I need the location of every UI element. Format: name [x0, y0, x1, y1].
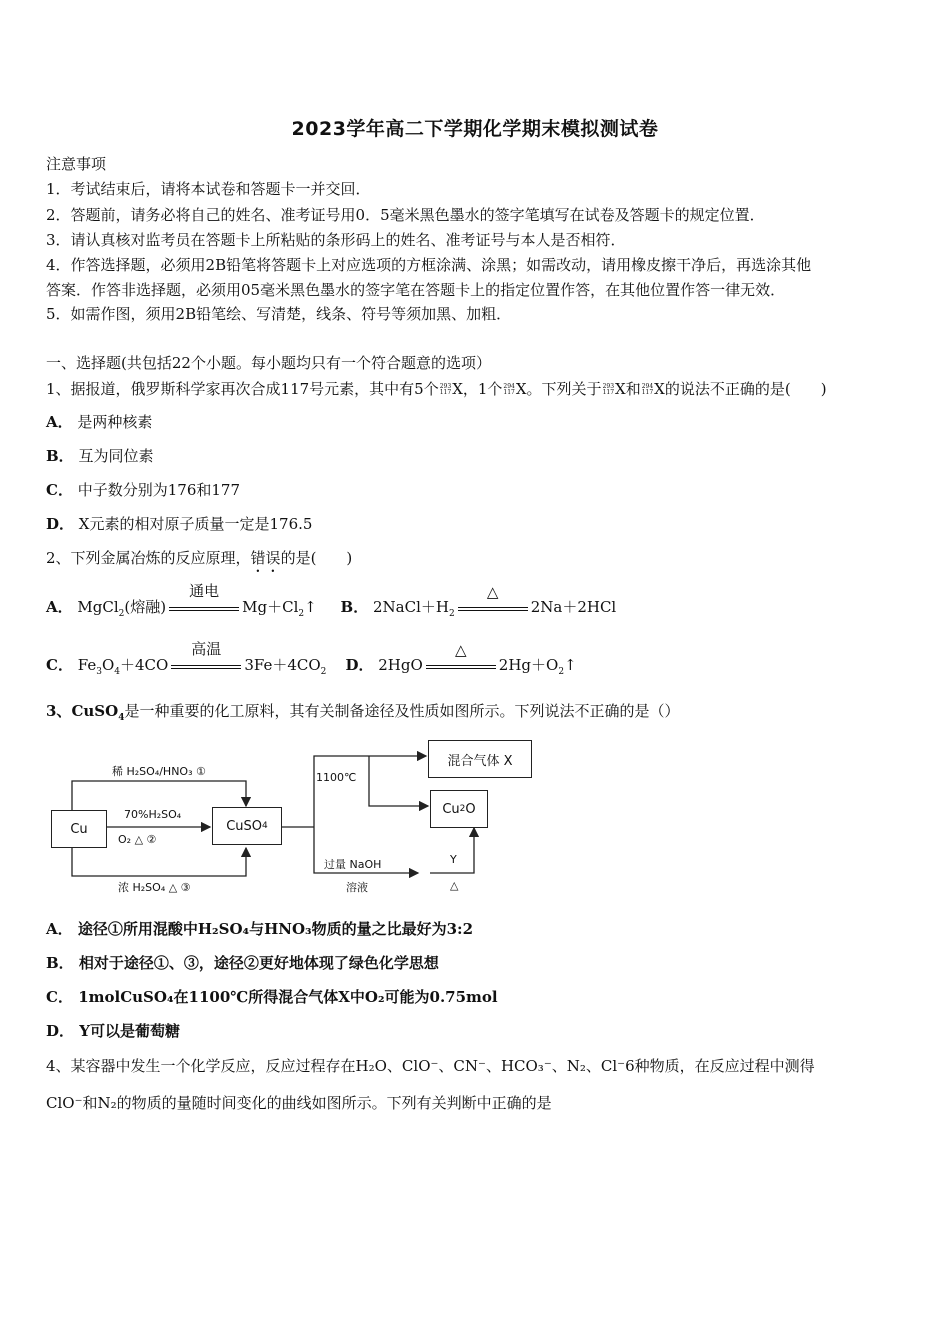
option-a: A． 途径①所用混酸中H₂SO₄与HNO₃物质的量之比最好为3:2 [46, 920, 474, 938]
option-b: B． 相对于途径①、③，途径②更好地体现了绿色化学思想 [46, 954, 439, 972]
notice-item: 3．请认真核对监考员在答题卡上所粘贴的条形码上的姓名、准考证号与本人是否相符． [46, 231, 626, 249]
nuclide-label: 293 117 [439, 383, 452, 396]
page-title: 2023学年高二下学期化学期末模拟测试卷 [291, 118, 659, 140]
section-heading: 一、选择题(共包括22个小题。每小题均只有一个符合题意的选项） [46, 354, 491, 372]
notice-heading: 注意事项 [46, 155, 107, 173]
question-2-stem: 2、下列金属冶炼的反应原理，错误的是( ) [46, 549, 353, 567]
question-3-stem: 3、CuSO$_4$是一种重要的化工原料，其有关制备途径及性质如图所示。下列说法不正确的是（） [46, 702, 680, 723]
option-d: D． X元素的相对原子质量一定是176.5 [46, 515, 313, 533]
route-3-label: 浓 H₂SO₄ △ ③ [118, 881, 191, 894]
reaction-arrow: 通电 [169, 602, 239, 614]
cuso4-box: CuSO 4 [212, 807, 282, 845]
notice-item: 5．如需作图，须用2B铅笔绘、写清楚，线条、符号等须加黑、加粗． [46, 305, 512, 323]
notice-item: 2．答题前，请务必将自己的姓名、准考证号用0．5毫米黑色墨水的签字笔填写在试卷及答题卡的规定位置． [46, 206, 765, 224]
option-b: B． 互为同位素 [46, 447, 154, 465]
notice-item: 答案．作答非选择题，必须用05毫米黑色墨水的签字笔在答题卡上的指定位置作答，在其他位置作答一律无效． [46, 281, 786, 299]
reaction-arrow: 高温 [171, 660, 241, 672]
nuclide-label: 293 117 [602, 383, 615, 396]
route-2-condition: O₂ △ ② [118, 833, 157, 846]
reaction-arrow: △ [426, 660, 496, 672]
temperature-label: 1100℃ [316, 771, 357, 784]
naoh-label: 过量 NaOH [324, 858, 382, 871]
y-label: Y [450, 853, 457, 866]
question-2-options-ab: A． MgCl$_2$(熔融) 通电 $Mg+Cl_2↑$ B． $2NaCl+H_2$ △ 2Na＋2HCl [46, 582, 617, 619]
question-2-options-cd: C． $Fe_3O_4+4CO$ 高温 $3Fe+4CO_2$ D． 2HgO △ $2Hg+O_2↑$ [46, 640, 577, 677]
notice-item: 1．考试结束后，请将本试卷和答题卡一并交回． [46, 180, 371, 198]
option-c: C． 1molCuSO₄在1100℃所得混合气体X中O₂可能为0.75mol [46, 988, 498, 1006]
route-2-reagent: 70%H₂SO₄ [124, 808, 182, 821]
route-1-label: 稀 H₂SO₄/HNO₃ ① [112, 765, 206, 778]
naoh-solution-label: 溶液 [346, 881, 368, 894]
flow-diagram [46, 736, 546, 896]
heat-label: △ [450, 879, 459, 892]
cu2o-box: Cu 2 O [430, 790, 488, 828]
nuclide-label: 294 117 [641, 383, 654, 396]
cu-box: Cu [51, 810, 107, 848]
reaction-arrow: △ [458, 602, 528, 614]
option-d: D． Y可以是葡萄糖 [46, 1022, 180, 1040]
option-c: C． 中子数分别为176和177 [46, 481, 240, 499]
question-1-stem: 1、据报道，俄罗斯科学家再次合成117号元素，其中有5个 293 117 X，1个 294 117 X。下列关于 293 117 X和 294 117 X的说法不正确的是( ) [46, 380, 827, 398]
option-a: A． 是两种核素 [46, 413, 153, 431]
question-4-stem: 4、某容器中发生一个化学反应，反应过程存在H₂O、ClO⁻、CN⁻、HCO₃⁻、N₂、Cl⁻6种物质，在反应过程中测得 [46, 1057, 815, 1075]
nuclide-label: 294 117 [503, 383, 515, 396]
mixed-gas-box: 混合气体 X [428, 740, 532, 778]
question-4-stem-cont: ClO⁻和N₂的物质的量随时间变化的曲线如图所示。下列有关判断中正确的是 [46, 1094, 552, 1112]
notice-item: 4．作答选择题，必须用2B铅笔将答题卡上对应选项的方框涂满、涂黑；如需改动，请用橡皮擦干净后，再选涂其他 [46, 256, 812, 274]
